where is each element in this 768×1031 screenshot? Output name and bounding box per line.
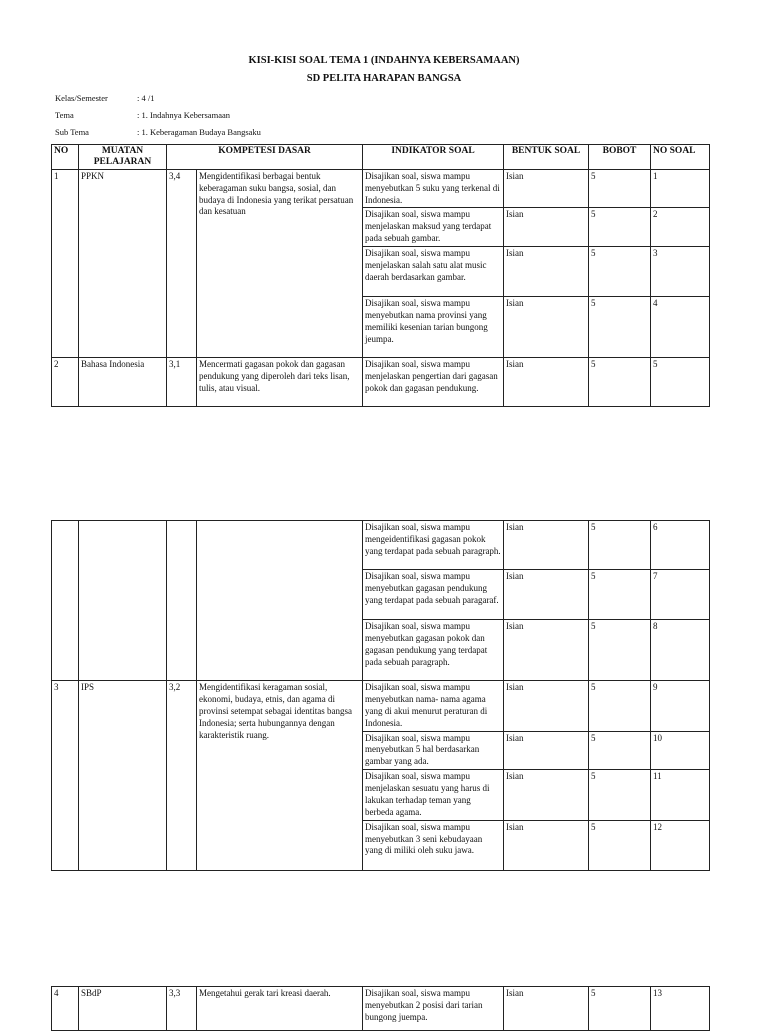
row-no-soal: 8 (651, 620, 710, 681)
row-no-soal: 10 (651, 731, 710, 770)
header-indikator: INDIKATOR SOAL (363, 145, 504, 170)
row-kd-no: 3,2 (167, 681, 197, 871)
row-no-soal: 5 (651, 358, 710, 407)
kisi-table-part-1 (51, 144, 710, 407)
subtema-label: Sub Tema (55, 127, 89, 137)
row-bobot: 5 (589, 570, 651, 620)
row-no-soal: 6 (651, 521, 710, 570)
table-row (52, 521, 710, 570)
row-bentuk: Isian (504, 169, 589, 208)
row-no-soal: 2 (651, 208, 710, 247)
header-bobot: BOBOT (589, 145, 651, 170)
row-kd-no-empty (167, 521, 197, 681)
row-indikator: Disajikan soal, siswa mampu mengeidentifikasi gagasan pokok yang terdapat pada sebuah paragraph. (363, 521, 504, 570)
row-muatan: SBdP (79, 987, 167, 1031)
row-kd-no: 3,3 (167, 987, 197, 1031)
header-muatan: MUATAN PELAJARAN (79, 145, 167, 170)
row-no: 1 (52, 169, 79, 357)
row-no-soal: 11 (651, 770, 710, 821)
row-no-soal: 1 (651, 169, 710, 208)
row-bobot: 5 (589, 987, 651, 1031)
row-indikator: Disajikan soal, siswa mampu menyebutkan 5 suku yang terkenal di Indonesia. (363, 169, 504, 208)
row-no: 2 (52, 358, 79, 407)
row-bobot: 5 (589, 521, 651, 570)
row-bentuk: Isian (504, 208, 589, 247)
table-row (52, 681, 710, 732)
row-no-soal: 13 (651, 987, 710, 1031)
kisi-table-part-2 (51, 520, 710, 871)
row-bobot: 5 (589, 681, 651, 732)
row-bobot: 5 (589, 297, 651, 358)
row-bentuk: Isian (504, 731, 589, 770)
row-no: 4 (52, 987, 79, 1031)
row-no-soal: 12 (651, 820, 710, 870)
row-kd-no: 3,1 (167, 358, 197, 407)
row-no: 3 (52, 681, 79, 871)
header-no: NO (52, 145, 79, 170)
meta-kelas (55, 93, 154, 103)
row-kd-empty (197, 521, 363, 681)
row-bobot: 5 (589, 247, 651, 297)
row-indikator: Disajikan soal, siswa mampu menjelaskan pengertian dari gagasan pokok dan gagasan pendukung. (363, 358, 504, 407)
row-bentuk: Isian (504, 297, 589, 358)
header-bentuk: BENTUK SOAL (504, 145, 589, 170)
kelas-label: Kelas/Semester (55, 93, 108, 103)
row-no-soal: 9 (651, 681, 710, 732)
document-title: KISI-KISI SOAL TEMA 1 (INDAHNYA KEBERSAMAAN) (248, 55, 520, 66)
row-no-soal: 4 (651, 297, 710, 358)
row-indikator: Disajikan soal, siswa mampu menjelaskan maksud yang terdapat pada sebuah gambar. (363, 208, 504, 247)
row-muatan: IPS (79, 681, 167, 871)
row-bobot: 5 (589, 358, 651, 407)
row-bobot: 5 (589, 208, 651, 247)
row-bentuk: Isian (504, 820, 589, 870)
table-row (52, 358, 710, 407)
row-bobot: 5 (589, 770, 651, 821)
row-bentuk: Isian (504, 247, 589, 297)
row-kd: Mengidentifikasi keragaman sosial, ekonomi, budaya, etnis, dan agama di provinsi setempat sebagai identitas bangsa Indonesia; serta hubungannya dengan karakteristik ruang. (197, 681, 363, 871)
row-bentuk: Isian (504, 620, 589, 681)
row-indikator: Disajikan soal, siswa mampu menjelaskan salah satu alat music daerah berdasarkan gambar. (363, 247, 504, 297)
row-bentuk: Isian (504, 570, 589, 620)
row-muatan: Bahasa Indonesia (79, 358, 167, 407)
tema-value: : 1. Indahnya Kebersamaan (137, 110, 230, 120)
table-header-row (52, 145, 710, 170)
meta-tema (55, 110, 230, 120)
row-indikator: Disajikan soal, siswa mampu menyebutkan 3 seni kebudayaan yang di miliki oleh suku jawa. (363, 820, 504, 870)
tema-label: Tema (55, 110, 74, 120)
row-bentuk: Isian (504, 770, 589, 821)
header-no-soal: NO SOAL (651, 145, 710, 170)
row-kd: Mencermati gagasan pokok dan gagasan pendukung yang diperoleh dari teks lisan, tulis, atau visual. (197, 358, 363, 407)
row-kd: Mengetahui gerak tari kreasi daerah. (197, 987, 363, 1031)
meta-subtema (55, 127, 261, 137)
header-kompetensi: KOMPETESI DASAR (167, 145, 363, 170)
kisi-table-part-3 (51, 986, 710, 1031)
row-bobot: 5 (589, 620, 651, 681)
row-kd-no: 3,4 (167, 169, 197, 357)
row-bobot: 5 (589, 169, 651, 208)
row-indikator: Disajikan soal, siswa mampu menyebutkan 5 hal berdasarkan gambar yang ada. (363, 731, 504, 770)
row-bentuk: Isian (504, 987, 589, 1031)
row-no-empty (52, 521, 79, 681)
row-muatan-empty (79, 521, 167, 681)
kelas-value: : 4 /1 (137, 93, 155, 103)
row-indikator: Disajikan soal, siswa mampu menyebutkan nama provinsi yang memiliki kesenian tarian bungong jeumpa. (363, 297, 504, 358)
row-bentuk: Isian (504, 358, 589, 407)
row-muatan: PPKN (79, 169, 167, 357)
row-no-soal: 3 (651, 247, 710, 297)
row-bobot: 5 (589, 820, 651, 870)
row-indikator: Disajikan soal, siswa mampu menyebutkan gagasan pendukung yang terdapat pada sebuah paragaraf. (363, 570, 504, 620)
table-row (52, 169, 710, 208)
row-indikator: Disajikan soal, siswa mampu menyebutkan 2 posisi dari tarian bungong juempa. (363, 987, 504, 1031)
row-kd: Mengidentifikasi berbagai bentuk keberagaman suku bangsa, sosial, dan budaya di Indonesia yang terikat persatuan dan kesatuan (197, 169, 363, 357)
school-name: SD PELITA HARAPAN BANGSA (306, 73, 462, 84)
row-indikator: Disajikan soal, siswa mampu menyebutkan gagasan pokok dan gagasan pendukung yang terdapat pada sebuah paragraph. (363, 620, 504, 681)
row-bentuk: Isian (504, 521, 589, 570)
subtema-value: : 1. Keberagaman Budaya Bangsaku (137, 127, 261, 137)
row-bentuk: Isian (504, 681, 589, 732)
row-indikator: Disajikan soal, siswa mampu menyebutkan nama- nama agama yang di akui menurut peraturan di Indonesia. (363, 681, 504, 732)
row-bobot: 5 (589, 731, 651, 770)
row-no-soal: 7 (651, 570, 710, 620)
row-indikator: Disajikan soal, siswa mampu menjelaskan sesuatu yang harus di lakukan terhadap teman yang berbeda agama. (363, 770, 504, 821)
